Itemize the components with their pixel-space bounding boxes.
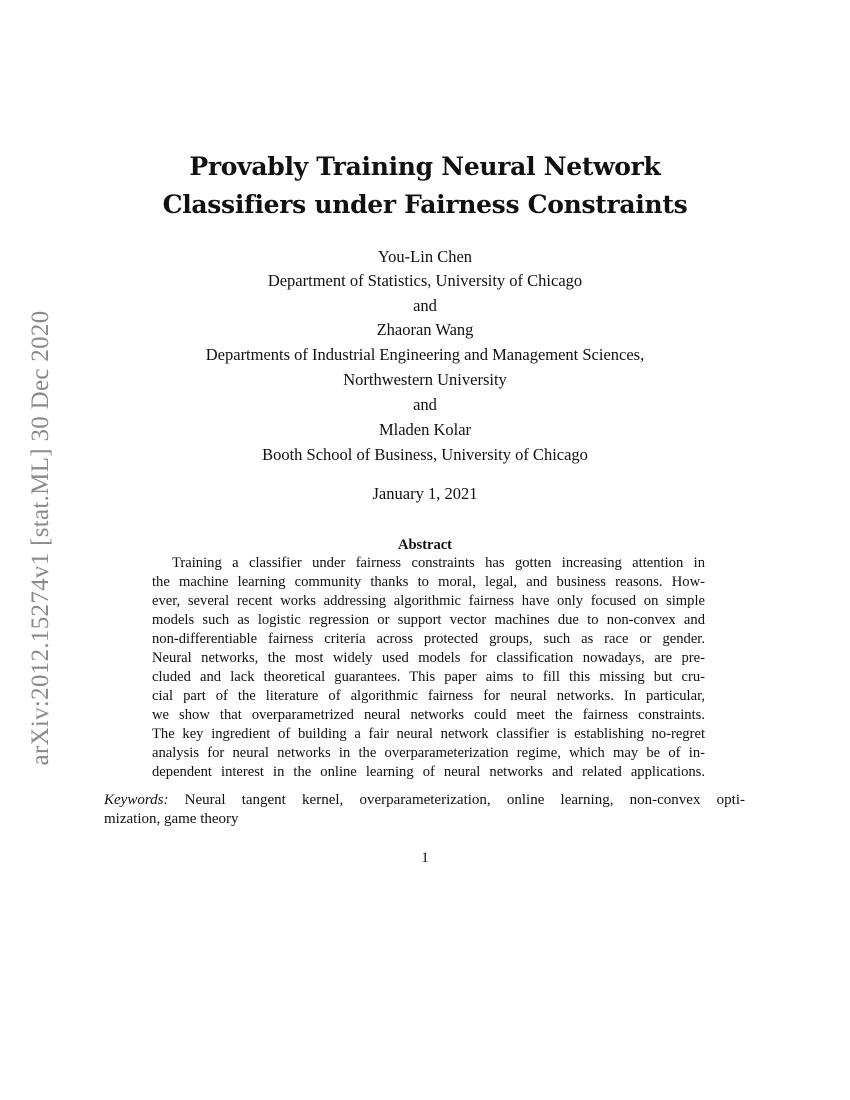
abstract-line: we show that overparametrized neural networks could meet the fairness constraints.	[152, 707, 705, 723]
keywords-text: Neural tangent kernel, overparameterization, online learning, non-convex opti-	[184, 792, 746, 808]
page-number: 1	[421, 850, 429, 866]
paper-title-line-2: Classifiers under Fairness Constraints	[162, 190, 688, 219]
abstract-line: the machine learning community thanks to moral, legal, and business reasons. How-	[152, 574, 705, 590]
abstract-line: cial part of the literature of algorithmic fairness for neural networks. In particular,	[152, 688, 705, 704]
abstract-line: cluded and lack theoretical guarantees. This paper aims to fill this missing but cru-	[152, 669, 705, 685]
abstract-line: The key ingredient of building a fair neural network classifier is establishing no-regret	[152, 726, 705, 742]
author-affiliation: Department of Statistics, University of Chicago	[267, 271, 583, 290]
arxiv-stamp: arXiv:2012.15274v1 [stat.ML] 30 Dec 2020	[27, 310, 54, 766]
keywords-line-1	[104, 791, 745, 809]
author-name: Zhaoran Wang	[376, 320, 474, 339]
abstract-line: non-differentiable fairness criteria across protected groups, such as race or gender.	[152, 631, 705, 647]
abstract-line: ever, several recent works addressing algorithmic fairness have only focused on simple	[152, 593, 705, 609]
abstract-line: Training a classifier under fairness constraints has gotten increasing attention in	[172, 555, 705, 571]
keywords-label: Keywords:	[104, 792, 169, 808]
abstract-heading: Abstract	[398, 537, 452, 553]
keywords-line-2: mization, game theory	[104, 811, 239, 827]
author-affiliation: Booth School of Business, University of Chicago	[262, 445, 588, 464]
abstract-line: analysis for neural networks in the overparameterization regime, which may be of in-	[152, 745, 705, 761]
paper-date: January 1, 2021	[372, 484, 478, 503]
author-separator: and	[413, 296, 437, 315]
abstract-line: models such as logistic regression or support vector machines due to non-convex and	[152, 612, 705, 628]
author-affiliation: Northwestern University	[343, 370, 507, 389]
author-name: You-Lin Chen	[377, 247, 473, 266]
abstract-line: dependent interest in the online learning of neural networks and related applications.	[152, 764, 705, 780]
abstract-line: Neural networks, the most widely used models for classification nowadays, are pre-	[152, 650, 705, 666]
author-affiliation: Departments of Industrial Engineering and Management Sciences,	[205, 345, 645, 364]
author-separator: and	[413, 395, 437, 414]
paper-title-line-1: Provably Training Neural Network	[189, 152, 661, 181]
author-name: Mladen Kolar	[378, 420, 472, 439]
